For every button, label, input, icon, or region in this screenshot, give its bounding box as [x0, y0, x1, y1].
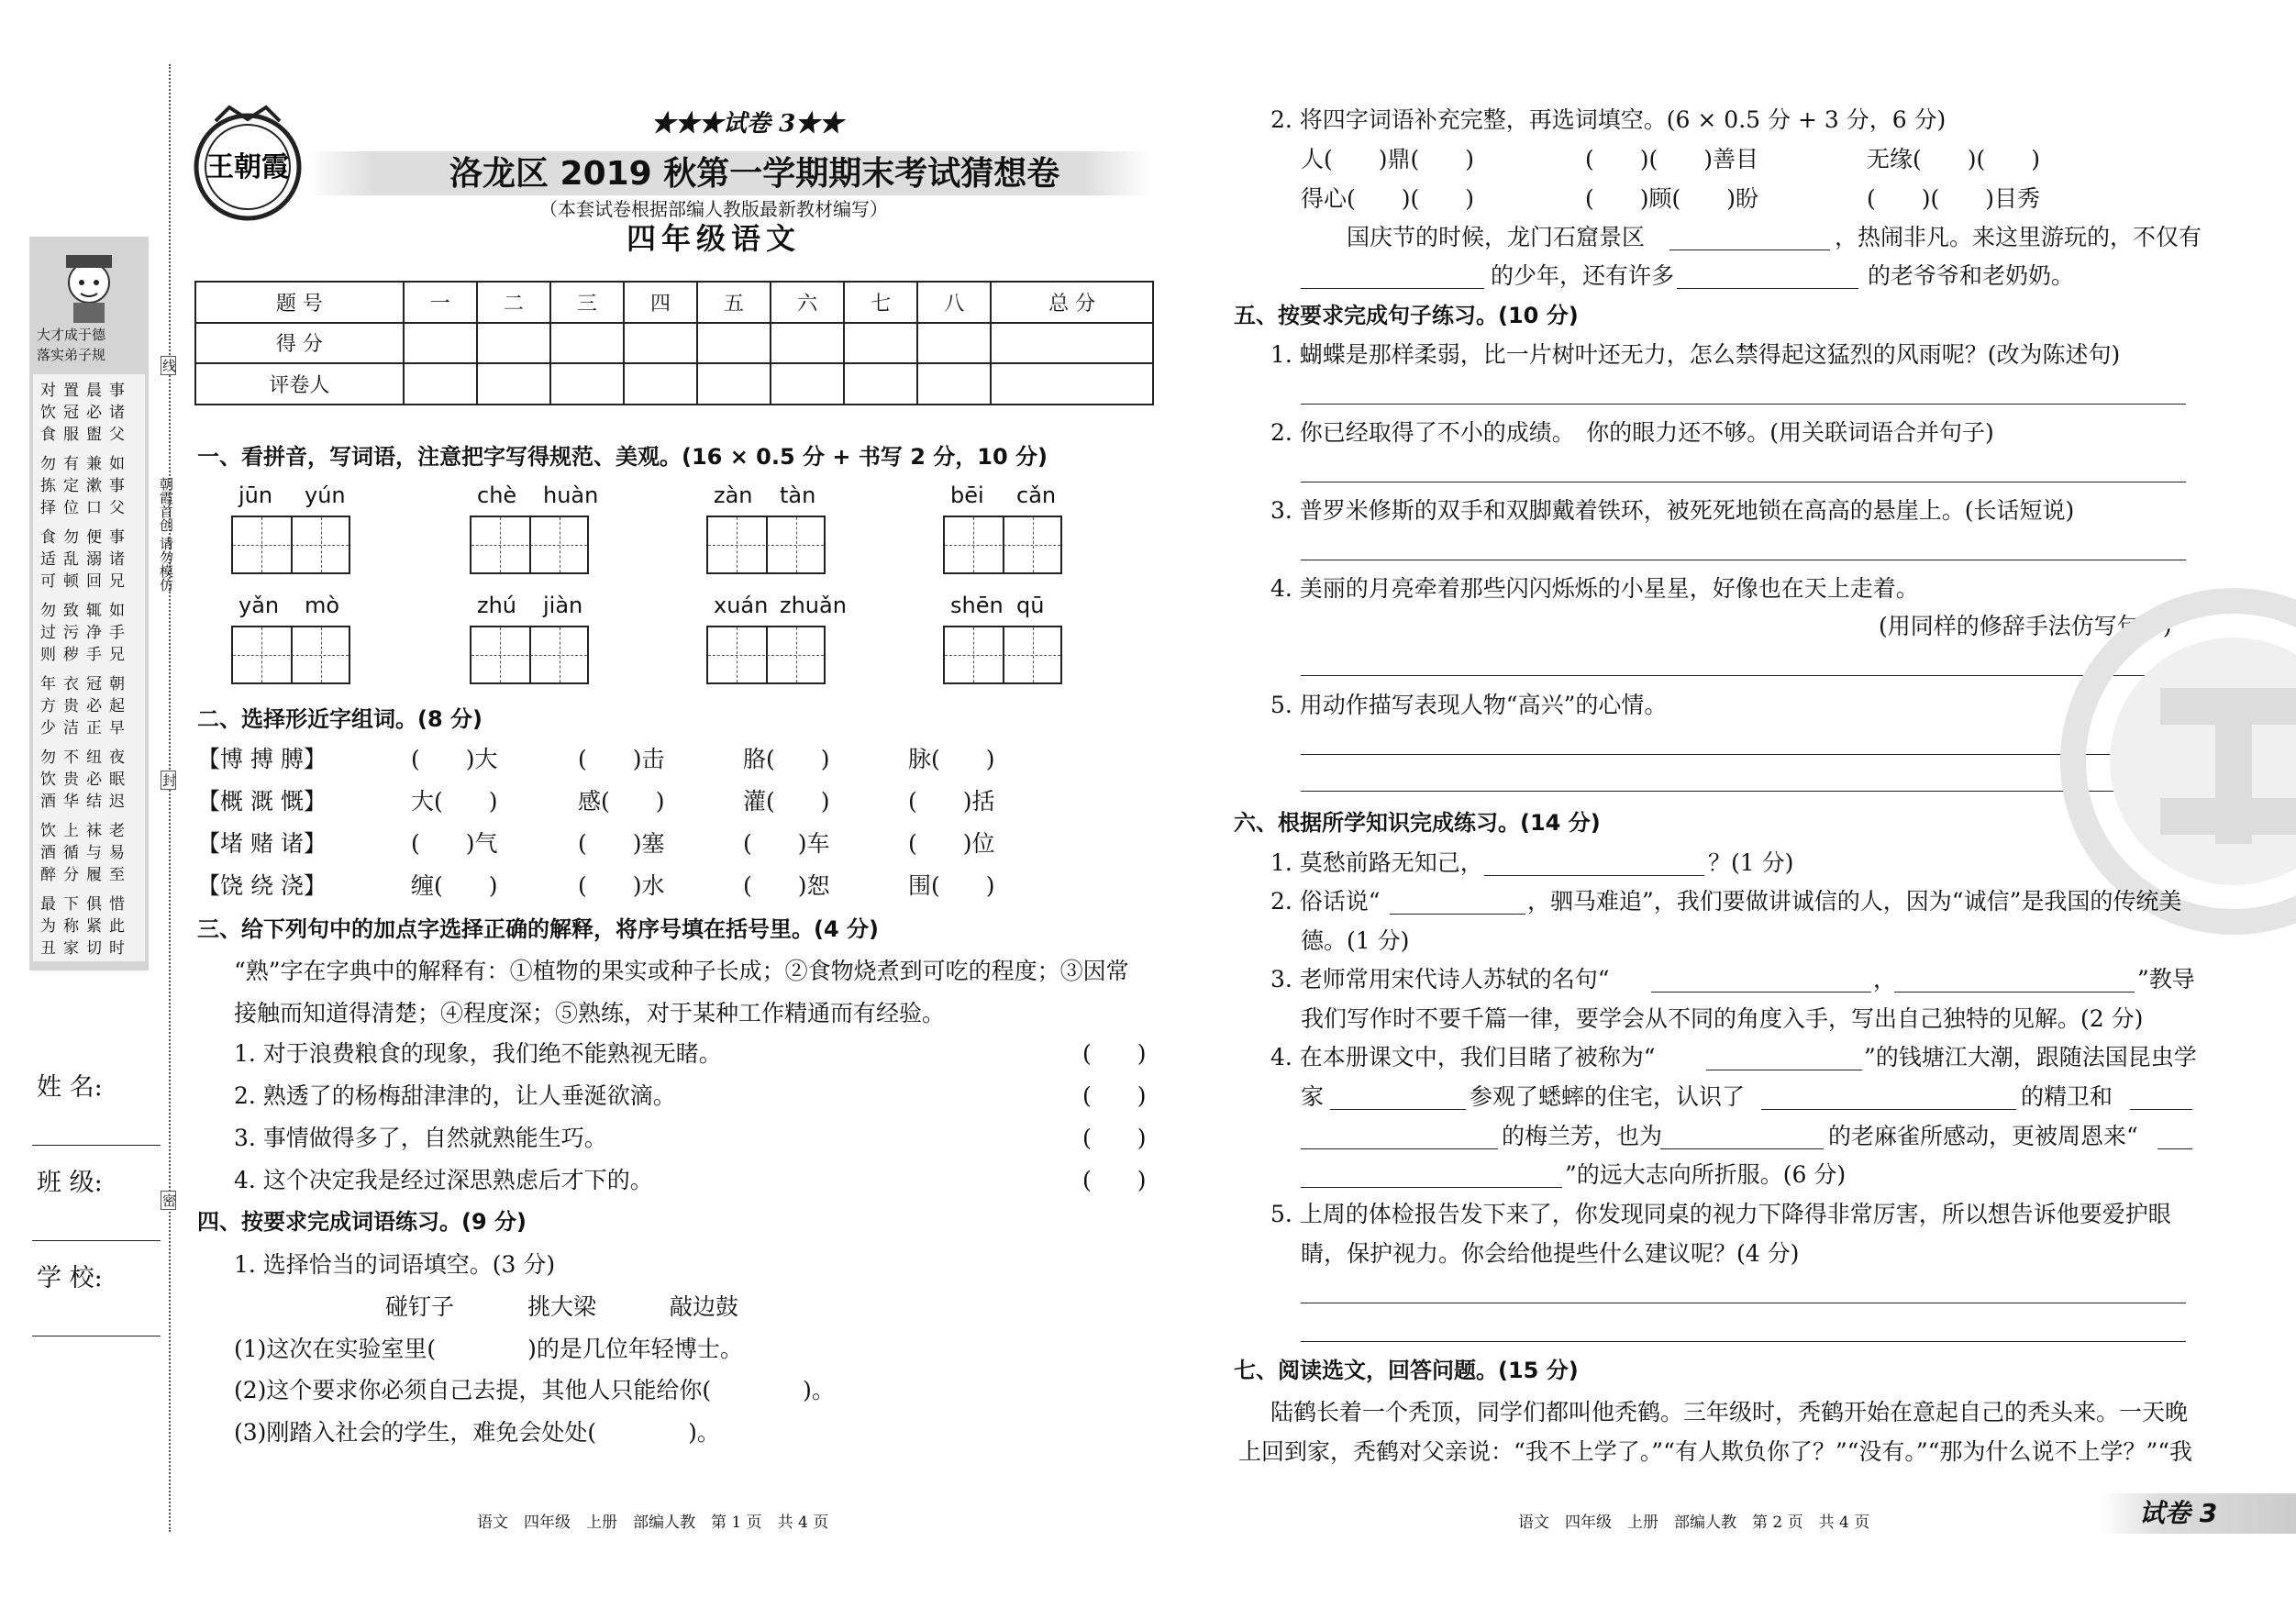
q4-item-3: (3)刚踏入社会的学生，难免会处处( )。 — [234, 1419, 720, 1446]
score-cell: 四 — [624, 282, 697, 323]
header-badge: ★★★试卷 3★★ — [651, 110, 844, 138]
motto-line: 则秽手兄 — [40, 646, 132, 664]
motto-line: 勿有兼如 — [40, 455, 132, 473]
q4-blank-2[interactable] — [1301, 288, 1484, 289]
writing-grid-box[interactable] — [943, 516, 1062, 574]
q2-title: 二、选择形近字组词。(8 分) — [197, 706, 482, 732]
sidebar-panel — [29, 237, 149, 970]
score-cell: 总 分 — [991, 282, 1153, 323]
q6-title: 六、根据所学知识完成练习。(14 分) — [1234, 810, 1601, 836]
score-cell[interactable] — [697, 363, 771, 405]
q6-l4b: ”的钱塘江大潮，跟随法国昆虫学 — [1864, 1044, 2197, 1070]
score-cell[interactable] — [991, 323, 1153, 364]
q4-word-3: 敲边鼓 — [670, 1293, 739, 1320]
score-cell[interactable] — [844, 363, 917, 405]
q4-word-1: 碰钉子 — [385, 1293, 455, 1320]
q5-item-4: 4. 美丽的月亮牵着那些闪闪烁烁的小星星，好像也在天上走着。 — [1270, 575, 1919, 602]
q2-blank[interactable]: 脉( ) — [908, 746, 995, 772]
school-label: 学 校: — [37, 1264, 103, 1292]
q5-item-1: 1. 蝴蝶是那样柔弱，比一片树叶还无力，怎么禁得起这猛烈的风雨呢？(改为陈述句) — [1270, 341, 2121, 368]
q6-l4d: 参观了蟋蟀的住宅，认识了 — [1470, 1083, 1746, 1110]
logo-text: 王朝霞 — [206, 151, 289, 183]
q3-answer-paren[interactable]: ( ) — [1082, 1040, 1147, 1067]
q6-blank-4e[interactable] — [1301, 1148, 1498, 1149]
q3-intro-1: “熟”字在字典中的解释有：①植物的果实或种子长成；②食物烧煮到可吃的程度；③因常 — [234, 958, 1129, 984]
score-cell: 二 — [477, 282, 550, 323]
q2-blank[interactable]: ( )气 — [411, 830, 498, 857]
class-field[interactable] — [32, 1240, 161, 1241]
q6-blank-4h[interactable] — [1301, 1187, 1562, 1188]
q2-blank[interactable]: 缠( ) — [411, 872, 498, 899]
score-cell[interactable] — [917, 363, 991, 405]
q3-item: 1. 对于浪费粮食的现象，我们绝不能熟视无睹。 — [234, 1040, 722, 1067]
q6-blank-4c[interactable] — [1761, 1109, 2016, 1110]
motto-line: 饮上袜老 — [40, 822, 132, 840]
q3-answer-paren[interactable]: ( ) — [1082, 1082, 1147, 1109]
q2-blank[interactable]: 感( ) — [578, 788, 665, 815]
pinyin-syllable: chè — [477, 482, 517, 508]
q6-l3b: ， — [1873, 966, 1897, 993]
class-label: 班 级: — [37, 1169, 103, 1197]
page-title: 洛龙区 2019 秋第一学期期末考试猜想卷 — [449, 155, 1060, 193]
q4-fill-2-2: ( )顾( )盼 — [1585, 185, 1759, 212]
q2-blank[interactable]: ( )括 — [908, 788, 995, 815]
q3-item: 4. 这个决定我是经过深思熟虑后才下的。 — [234, 1167, 653, 1193]
pinyin-syllable: yǎn — [238, 593, 280, 618]
q6-blank-3b[interactable] — [1894, 992, 2135, 993]
motto-line: 饮贵必眠 — [40, 771, 132, 789]
q3-item: 3. 事情做得多了，自然就熟能生巧。 — [234, 1125, 607, 1151]
q5-note-4: (用同样的修辞手法仿写句子) — [1879, 613, 2172, 639]
pinyin-syllable: yún — [305, 482, 346, 508]
q4-sub1: 1. 选择恰当的词语填空。(3 分) — [234, 1251, 556, 1278]
motto-line: 可顿回兄 — [40, 572, 132, 591]
motto-line: 最下俱惜 — [40, 895, 132, 914]
motto-line: 方贵必起 — [40, 697, 132, 715]
score-row — [195, 282, 1153, 323]
score-cell: 一 — [404, 282, 477, 323]
q6-blank-4b[interactable] — [1330, 1109, 1466, 1110]
q6-l1a: 1. 莫愁前路无知己， — [1270, 849, 1483, 876]
motto-line: 适乱溺诸 — [40, 550, 132, 569]
name-label: 姓 名: — [37, 1073, 103, 1102]
score-row-header: 题 号 — [195, 282, 404, 323]
publisher-logo — [188, 103, 307, 222]
score-cell[interactable] — [917, 323, 991, 364]
score-cell[interactable] — [771, 363, 844, 405]
score-cell[interactable] — [477, 323, 550, 364]
q5-item-5: 5. 用动作描写表现人物“高兴”的心情。 — [1270, 692, 1668, 718]
score-cell[interactable] — [624, 323, 697, 364]
header-badge-text: 试卷 3 — [723, 110, 796, 138]
score-cell[interactable] — [624, 363, 697, 405]
pinyin-syllable: shēn — [950, 593, 1004, 618]
score-table — [194, 281, 1154, 405]
q2-blank[interactable]: ( )位 — [908, 830, 995, 857]
q2-blank[interactable]: ( )车 — [743, 830, 830, 857]
score-row — [195, 363, 1153, 405]
footer-badge: 试卷 3 — [2139, 1498, 2218, 1528]
q5-item-3: 3. 普罗米修斯的双手和双脚戴着铁环，被死死地锁在高高的悬崖上。(长话短说) — [1270, 497, 2075, 524]
q6-l4c: 家 — [1301, 1083, 1325, 1110]
score-cell[interactable] — [844, 323, 917, 364]
motto-line: 年衣冠朝 — [40, 675, 132, 693]
q6-blank-1[interactable] — [1484, 875, 1704, 876]
q4-para-2: ，热闹非凡。来这里游玩的，不仅有 — [1835, 224, 2202, 250]
q6-blank-2[interactable] — [1390, 914, 1525, 915]
pinyin-syllable: qū — [1016, 593, 1045, 618]
motto-line: 饮冠必诸 — [40, 404, 132, 422]
q6-answer-line-5b[interactable] — [1301, 1341, 2186, 1342]
motto-line: 拣定漱事 — [40, 477, 132, 495]
q2-blank[interactable]: ( )恕 — [743, 872, 830, 899]
q3-answer-paren[interactable]: ( ) — [1082, 1167, 1147, 1193]
writing-grid-box[interactable] — [470, 516, 589, 574]
motto-line: 少洁正早 — [40, 719, 132, 738]
writing-grid-box[interactable] — [231, 516, 350, 574]
pinyin-syllable: cǎn — [1016, 482, 1057, 508]
q4-fill-1-1: 人( )鼎( ) — [1301, 146, 1475, 172]
q2-blank[interactable]: ( )大 — [411, 746, 498, 772]
q2-char-group: 【博 搏 膊】 — [197, 746, 327, 772]
q6-l2b: ，驷马难追”，我们要做讲诚信的人，因为“诚信”是我国的传统美 — [1527, 888, 2182, 915]
q6-l2c: 德。(1 分) — [1301, 927, 1410, 954]
q6-l5a: 5. 上周的体检报告发下来了，你发现同桌的视力下降得非常厉害，所以想告诉他要爱护眼 — [1270, 1201, 2171, 1227]
q2-char-group: 【饶 绕 浇】 — [197, 872, 327, 899]
side-label-seal: 封 — [161, 771, 176, 790]
q6-l3c: ”教导 — [2137, 966, 2195, 993]
q6-l3a: 3. 老师常用宋代诗人苏轼的名句“ — [1270, 966, 1610, 993]
q7-para-2: 上回到家，秃鹤对父亲说：“我不上学了。”“有人欺负你了？”“没有。”“那为什么说不上学？”“我 — [1238, 1438, 2193, 1465]
motto-line: 过污净手 — [40, 624, 132, 642]
footer-right: 语文 四年级 上册 部编人教 第 2 页 共 4 页 — [1518, 1514, 1870, 1532]
q4-word-2: 挑大梁 — [527, 1293, 597, 1320]
score-cell[interactable] — [404, 323, 477, 364]
score-cell[interactable] — [477, 363, 550, 405]
pinyin-syllable: xuán — [714, 593, 769, 618]
q3-item: 2. 熟透了的杨梅甜津津的，让人垂涎欲滴。 — [234, 1082, 676, 1109]
q4-fill-1-2: ( )( )善目 — [1585, 146, 1759, 172]
score-cell: 三 — [550, 282, 624, 323]
side-label-copyright: 朝霞首创 请勿模仿 — [158, 477, 174, 592]
q2-char-group: 【概 溉 慨】 — [197, 788, 327, 815]
subject-title: 四年级语文 — [627, 221, 802, 256]
q6-l4e: 的精卫和 — [2021, 1083, 2113, 1110]
score-cell[interactable] — [550, 363, 624, 405]
score-cell: 五 — [697, 282, 771, 323]
q6-blank-3a[interactable] — [1651, 992, 1871, 993]
motto-line: 醉分履至 — [40, 866, 132, 884]
motto-line: 为称紧此 — [40, 917, 132, 936]
q2-blank[interactable]: ( )水 — [578, 872, 665, 899]
q6-blank-4d[interactable] — [2130, 1109, 2192, 1110]
q2-char-group: 【堵 赌 诸】 — [197, 830, 327, 857]
q6-blank-4g[interactable] — [2157, 1148, 2192, 1149]
q6-l2a: 2. 俗话说“ — [1270, 888, 1381, 915]
q4-title: 四、按要求完成词语练习。(9 分) — [197, 1209, 527, 1235]
q2-blank[interactable]: 大( ) — [411, 788, 498, 815]
motto-box — [33, 374, 145, 961]
writing-grid-box[interactable] — [706, 626, 826, 684]
q6-l4g: 的老麻雀所感动，更被周恩来“ — [1828, 1123, 2138, 1149]
q4-para-3: 的少年，还有许多 — [1491, 262, 1675, 289]
q2-blank[interactable]: 胳( ) — [743, 746, 830, 772]
q4-fill-2-1: 得心( )( ) — [1301, 185, 1475, 212]
score-cell[interactable] — [697, 323, 771, 364]
cartoon-scholar-icon — [48, 248, 130, 326]
motto-line: 酒华结迟 — [40, 793, 132, 811]
q6-l4h: ”的远大志向所折服。(6 分) — [1565, 1161, 1847, 1188]
score-cell[interactable] — [991, 363, 1153, 405]
pinyin-syllable: zhú — [477, 593, 517, 618]
q2-blank[interactable]: ( )塞 — [578, 830, 665, 857]
pinyin-syllable: bēi — [950, 482, 984, 508]
motto-line: 勿致辄如 — [40, 602, 132, 620]
score-row-header: 评卷人 — [195, 363, 404, 405]
name-field[interactable] — [32, 1145, 161, 1146]
score-cell[interactable] — [404, 363, 477, 405]
q6-l4f: 的梅兰芳，也为 — [1502, 1123, 1663, 1149]
score-cell: 六 — [771, 282, 844, 323]
motto-line: 勿不纽夜 — [40, 749, 132, 767]
q4-blank-3[interactable] — [1677, 288, 1858, 289]
motto-line: 择位口父 — [40, 499, 132, 517]
writing-grid-box[interactable] — [470, 626, 589, 684]
q4-para-4: 的老爷爷和老奶奶。 — [1868, 262, 2075, 289]
writing-grid-box[interactable] — [231, 626, 350, 684]
q1-title: 一、看拼音，写词语，注意把字写得规范、美观。(16 × 0.5 分 + 书写 2 分，10 分) — [197, 444, 1048, 470]
q7-para-1: 陆鹤长着一个秃顶，同学们都叫他秃鹤。三年级时，秃鹤开始在意起自己的秃头来。一天晚 — [1270, 1399, 2189, 1425]
slogan-1: 大才成于德 — [37, 327, 106, 343]
q4-fill-2-3: ( )( )目秀 — [1867, 185, 2041, 212]
q6-l4a: 4. 在本册课文中，我们目睹了被称为“ — [1270, 1044, 1656, 1070]
q5-answer-line-4[interactable] — [1301, 675, 2186, 676]
pinyin-syllable: jūn — [238, 482, 273, 508]
q2-blank[interactable]: ( )击 — [578, 746, 665, 772]
motto-line: 食服盥父 — [40, 426, 132, 444]
score-row-header: 得 分 — [195, 323, 404, 364]
writing-grid-box[interactable] — [706, 516, 826, 574]
q4-sub2: 2. 将四字词语补充完整，再选词填空。(6 × 0.5 分 + 3 分，6 分) — [1270, 106, 1947, 133]
q3-answer-paren[interactable]: ( ) — [1082, 1125, 1147, 1151]
q5-title: 五、按要求完成句子练习。(10 分) — [1234, 303, 1579, 328]
q5-answer-line-5b[interactable] — [1301, 791, 2186, 792]
side-label-secret: 密 — [161, 1191, 176, 1210]
slogan-2: 落实弟子规 — [37, 347, 106, 363]
q6-l1b: ？(1 分) — [1708, 849, 1794, 876]
q6-l3d: 我们写作时不要千篇一律，要学会从不同的角度入手，写出自己独特的见解。(2 分) — [1301, 1005, 2144, 1032]
q2-blank[interactable]: 灌( ) — [743, 788, 830, 815]
score-cell[interactable] — [771, 323, 844, 364]
motto-line: 酒循与易 — [40, 844, 132, 862]
footer-left: 语文 四年级 上册 部编人教 第 1 页 共 4 页 — [477, 1514, 829, 1532]
q5-answer-line-5a[interactable] — [1301, 754, 2186, 755]
q4-item-1: (1)这次在实验室里( )的是几位年轻博士。 — [234, 1336, 743, 1362]
motto-line: 丑家切时 — [40, 939, 132, 958]
motto-line: 食勿便事 — [40, 528, 132, 547]
pinyin-syllable: jiàn — [543, 593, 583, 618]
q5-item-2: 2. 你已经取得了不小的成绩。 你的眼力还不够。(用关联词语合并句子) — [1270, 419, 1994, 446]
pinyin-syllable: zàn — [714, 482, 753, 508]
q6-l5b: 睛，保护视力。你会给他提些什么建议呢？(4 分) — [1301, 1240, 1800, 1267]
q3-intro-2: 接触而知道得清楚；④程度深；⑤熟练，对于某种工作精通而有经验。 — [234, 1000, 946, 1026]
motto-line: 对置晨事 — [40, 382, 132, 400]
pinyin-syllable: mò — [305, 593, 340, 618]
pinyin-syllable: zhuǎn — [780, 593, 847, 618]
q4-item-2: (2)这个要求你必须自己去提，其他人只能给你( )。 — [234, 1377, 835, 1403]
pinyin-syllable: tàn — [780, 482, 816, 508]
q4-fill-1-3: 无缘( )( ) — [1867, 146, 2041, 172]
score-row — [195, 323, 1153, 364]
q5-answer-line-1[interactable] — [1301, 404, 2186, 405]
pinyin-syllable: huàn — [543, 482, 599, 508]
q4-para-1: 国庆节的时候，龙门石窟景区 — [1347, 224, 1646, 250]
q6-blank-4f[interactable] — [1660, 1148, 1824, 1149]
side-label-line: 线 — [161, 356, 176, 375]
score-cell: 七 — [844, 282, 917, 323]
q7-title: 七、阅读选文，回答问题。(15 分) — [1234, 1358, 1579, 1383]
q3-title: 三、给下列句中的加点字选择正确的解释，将序号填在括号里。(4 分) — [197, 916, 879, 942]
header-note: （本套试卷根据部编人教版最新教材编写） — [539, 198, 888, 220]
q2-blank[interactable]: 围( ) — [908, 872, 995, 899]
score-cell[interactable] — [550, 323, 624, 364]
score-cell: 八 — [917, 282, 991, 323]
binding-line-left — [169, 64, 171, 1532]
watermark-seal-icon — [2059, 587, 2296, 936]
writing-grid-box[interactable] — [943, 626, 1062, 684]
